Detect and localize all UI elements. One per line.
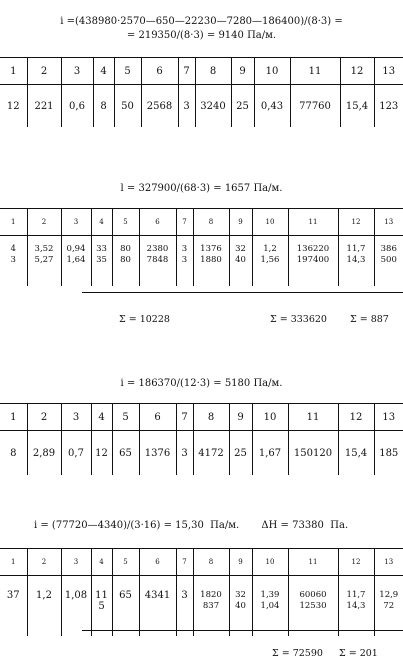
col-header: 13 [374, 404, 403, 431]
col-header: 1 [0, 404, 27, 431]
col-header: 10 [252, 404, 288, 431]
cell: 3 [176, 576, 193, 636]
col-header: 7 [176, 404, 193, 431]
cell: 4341 [139, 576, 176, 636]
cell: 12 [91, 431, 112, 475]
col-header: 11 [290, 58, 340, 85]
table-2-header [0, 209, 403, 236]
col-header: 13 [374, 549, 403, 576]
cell: 15,4 [340, 85, 374, 127]
table-1-header [0, 58, 403, 85]
cell: 0,7 [61, 431, 91, 475]
cell: 3,52 5,27 [27, 236, 61, 286]
formula-1-line-1: i =(438980·2570—650—22230—7280—186400)/(8·3) = [60, 16, 343, 27]
cell: 123 [374, 85, 403, 127]
cell: 1,08 [61, 576, 91, 636]
cell: 3240 [195, 85, 231, 127]
col-header: 10 [252, 209, 288, 236]
table-3-header [0, 404, 403, 431]
table-row [0, 431, 403, 475]
col-header: 13 [374, 209, 403, 236]
col-header: 8 [193, 209, 229, 236]
col-header: 11 [288, 549, 338, 576]
col-header: 7 [176, 209, 193, 236]
cell: 1376 [139, 431, 176, 475]
col-header: 9 [229, 404, 252, 431]
col-header: 6 [139, 404, 176, 431]
col-header: 6 [139, 209, 176, 236]
cell: 1376 1880 [193, 236, 229, 286]
cell: 3 3 [176, 236, 193, 286]
col-header: 6 [141, 58, 178, 85]
cell: 1820 837 [193, 576, 229, 636]
col-header: 11 [288, 209, 338, 236]
formula-4: i = (77720—4340)/(3·16) = 15,30 Па/м. ΔH = 73380 Па. [34, 520, 349, 531]
sum-1: Σ = 10228 [119, 314, 170, 325]
col-header: 9 [229, 209, 252, 236]
cell: 32 40 [229, 576, 252, 636]
col-header: 1 [0, 549, 27, 576]
cell: 15,4 [338, 431, 374, 475]
col-header: 11 [288, 404, 338, 431]
col-header: 9 [231, 58, 254, 85]
cell: 0,94 1,64 [61, 236, 91, 286]
cell: 0,43 [254, 85, 290, 127]
col-header: 2 [27, 549, 61, 576]
col-header: 5 [112, 404, 139, 431]
table-row [0, 236, 403, 286]
col-header: 13 [374, 58, 403, 85]
cell: 2568 [141, 85, 178, 127]
cell: 4172 [193, 431, 229, 475]
col-header: 4 [91, 549, 112, 576]
cell: 77760 [290, 85, 340, 127]
cell: 1,67 [252, 431, 288, 475]
formula-3: i = 186370/(12·3) = 5180 Па/м. [120, 378, 283, 389]
cell: 2380 7848 [139, 236, 176, 286]
cell: 11,7 14,3 [338, 236, 374, 286]
cell: 65 [112, 431, 139, 475]
col-header: 5 [112, 549, 139, 576]
cell: 3 [178, 85, 195, 127]
col-header: 3 [61, 209, 91, 236]
col-header: 12 [340, 58, 374, 85]
col-header: 9 [229, 549, 252, 576]
col-header: 8 [193, 404, 229, 431]
col-header: 5 [114, 58, 141, 85]
col-header: 7 [176, 549, 193, 576]
col-header: 3 [61, 404, 91, 431]
cell: 136220 197400 [288, 236, 338, 286]
col-header: 2 [27, 404, 61, 431]
sum-rule [82, 292, 403, 293]
cell: 221 [27, 85, 61, 127]
cell: 4 3 [10, 244, 16, 265]
cell: 12 [6, 101, 20, 113]
cell: 60060 12530 [288, 576, 338, 636]
col-header: 12 [338, 404, 374, 431]
col-header: 3 [61, 549, 91, 576]
cell: 1,2 1,56 [252, 236, 288, 286]
col-header: 4 [91, 209, 112, 236]
cell: 0,6 [61, 85, 93, 127]
col-header: 10 [254, 58, 290, 85]
col-header: 1 [0, 209, 27, 236]
table-4-header [0, 549, 403, 576]
col-header: 8 [193, 549, 229, 576]
col-header: 12 [338, 549, 374, 576]
cell: 50 [114, 85, 141, 127]
cell: 12,9 72 [374, 576, 403, 636]
sum-5: Σ = 201 [339, 648, 378, 659]
cell: 80 80 [112, 236, 139, 286]
cell: 32 40 [229, 236, 252, 286]
col-header: 4 [93, 58, 114, 85]
table-4 [0, 548, 403, 636]
col-header: 2 [27, 58, 61, 85]
col-header: 12 [338, 209, 374, 236]
cell: 11,7 14,3 [338, 576, 374, 636]
cell: 8 [93, 85, 114, 127]
cell: 1,2 [27, 576, 61, 636]
sum-4: Σ = 72590 [272, 648, 323, 659]
table-row [0, 576, 403, 636]
col-header: 1 [0, 58, 27, 85]
cell: 3 [176, 431, 193, 475]
cell: 65 [112, 576, 139, 636]
cell: 150120 [288, 431, 338, 475]
cell: 11 5 [91, 576, 112, 636]
formula-2: l = 327900/(68·3) = 1657 Па/м. [120, 183, 283, 194]
col-header: 5 [112, 209, 139, 236]
col-header: 4 [91, 404, 112, 431]
table-row [0, 85, 403, 127]
col-header: 10 [252, 549, 288, 576]
sum-rule [82, 630, 403, 631]
cell: 37 [6, 590, 20, 601]
formula-1-line-2: = 219350/(8·3) = 9140 Па/м. [126, 30, 277, 41]
table-3 [0, 403, 403, 475]
table-2 [0, 208, 403, 286]
cell: 1,39 1,04 [252, 576, 288, 636]
cell: 185 [374, 431, 403, 475]
sum-3: Σ = 887 [350, 314, 389, 325]
table-1 [0, 57, 403, 127]
cell: 25 [229, 431, 252, 475]
col-header: 6 [139, 549, 176, 576]
cell: 25 [231, 85, 254, 127]
sum-2: Σ = 333620 [270, 314, 327, 325]
col-header: 7 [178, 58, 195, 85]
cell: 2,89 [27, 431, 61, 475]
cell: 8 [10, 448, 17, 460]
col-header: 3 [61, 58, 93, 85]
cell: 33 35 [91, 236, 112, 286]
col-header: 2 [27, 209, 61, 236]
cell: 386 500 [374, 236, 403, 286]
col-header: 8 [195, 58, 231, 85]
